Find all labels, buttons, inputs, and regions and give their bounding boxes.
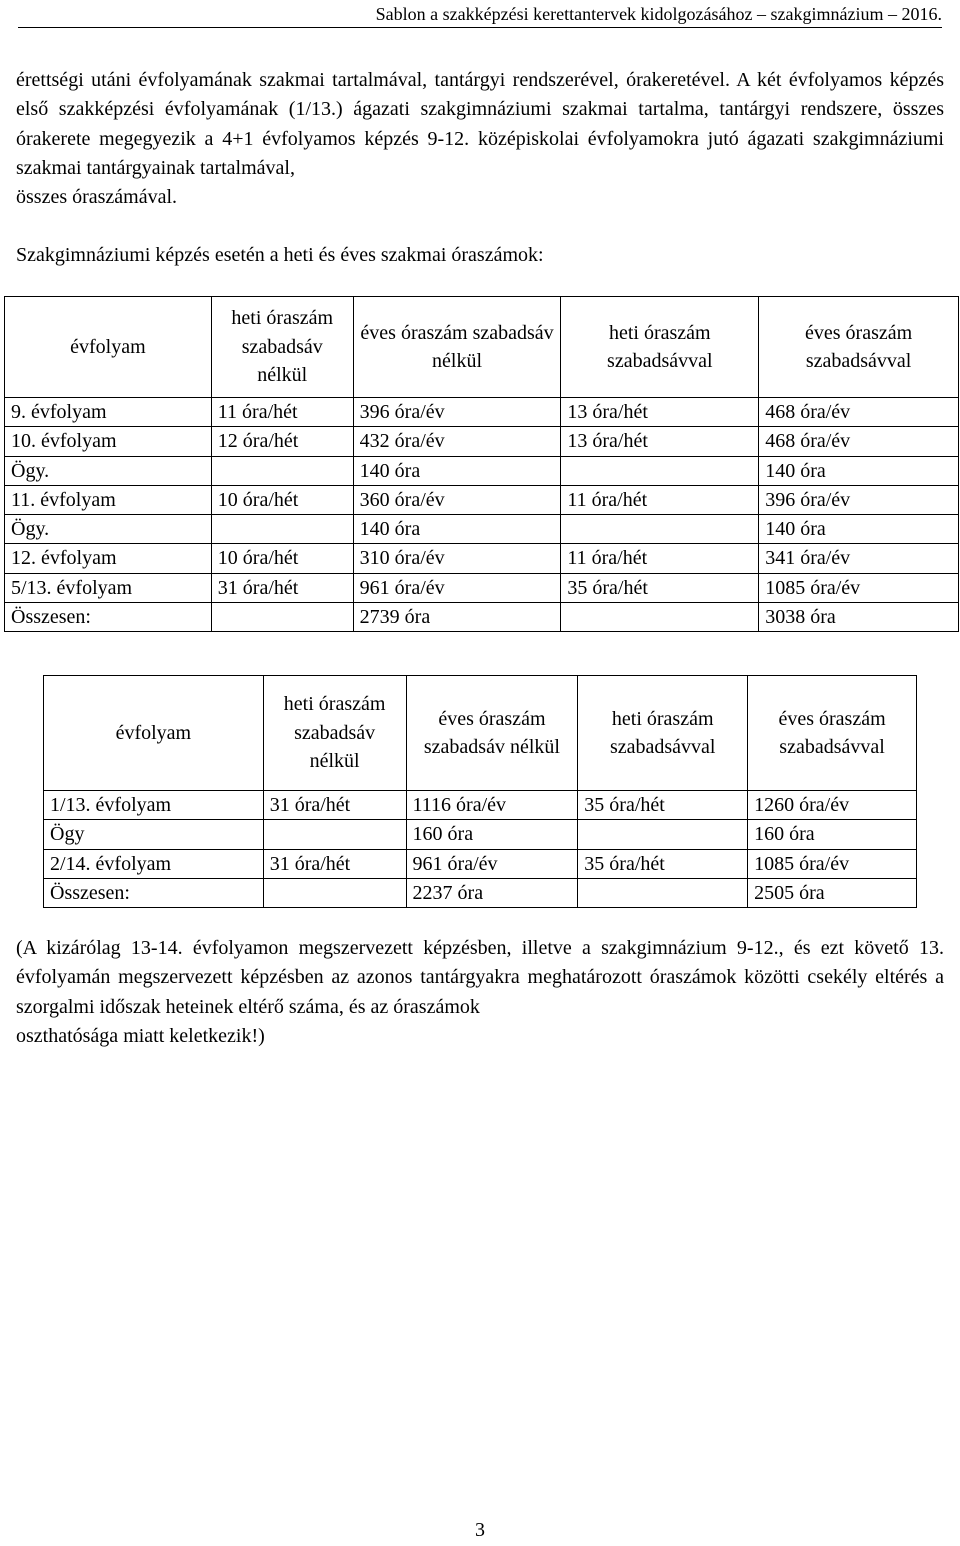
table-cell: [211, 603, 353, 632]
page-number: 3: [475, 1519, 485, 1541]
table-cell: Ögy: [44, 820, 264, 849]
table-cell: 31 óra/hét: [263, 849, 406, 878]
table-cell: 2739 óra: [353, 603, 561, 632]
table-cell: 11 óra/hét: [211, 398, 353, 427]
table-row: [44, 791, 917, 820]
table-row: [5, 544, 959, 573]
table-row: [5, 456, 959, 485]
table-cell: 11. évfolyam: [5, 485, 212, 514]
table-cell: 341 óra/év: [759, 544, 959, 573]
table-cell: 1260 óra/év: [748, 791, 917, 820]
table-cell: 432 óra/év: [353, 427, 561, 456]
header-weekly-with: heti óraszám szabadsávval: [561, 297, 759, 398]
table-cell: 396 óra/év: [759, 485, 959, 514]
table-cell: 11 óra/hét: [561, 485, 759, 514]
table-cell: 9. évfolyam: [5, 398, 212, 427]
table-cell: 1085 óra/év: [759, 573, 959, 602]
table-cell: 35 óra/hét: [578, 791, 748, 820]
footnote-text: (A kizárólag 13-14. évfolyamon megszervezett képzésben, illetve a szakgimnázium 9-12., és ezt követő 13. évfolyamán megszervezett képzésben az azonos tantárgyakra meghatározott óraszámok közötti csekély eltérés a szorgalmi időszak heteinek eltérő száma, és az óraszámok: [16, 937, 944, 1018]
table-cell: [263, 820, 406, 849]
table-cell: 1085 óra/év: [748, 849, 917, 878]
table-cell: 12. évfolyam: [5, 544, 212, 573]
table-cell: 2237 óra: [406, 878, 578, 907]
hours-table-2-year: [43, 675, 917, 908]
table-cell: 1116 óra/év: [406, 791, 578, 820]
header-weekly-without: heti óraszám szabadsáv nélkül: [211, 297, 353, 398]
table-cell: 140 óra: [353, 456, 561, 485]
paragraph-text: érettségi utáni évfolyamának szakmai tartalmával, tantárgyi rendszerével, órakeretével. A két évfolyamos képzés első szakképzési évfolyamának (1/13.) ágazati szakgimnáziumi szakmai tartalma, tantárgyi rendszere, összes órakerete megegyezik a 4+1 évfolyamos képzés 9-12. középiskolai évfolyamokra jutó ágazati szakgimnáziumi szakmai tantárgyainak tartalmával,: [16, 69, 944, 179]
table-cell: [578, 878, 748, 907]
table-cell: 2/14. évfolyam: [44, 849, 264, 878]
table-row: [5, 398, 959, 427]
table-cell: 160 óra: [748, 820, 917, 849]
table-header-row: [5, 297, 959, 398]
table-row: [44, 820, 917, 849]
table-header-row: [44, 676, 917, 791]
header-evfolyam: évfolyam: [5, 297, 212, 398]
table-cell: 360 óra/év: [353, 485, 561, 514]
table-cell: [211, 456, 353, 485]
table-cell: 140 óra: [353, 515, 561, 544]
table-cell: [263, 878, 406, 907]
table-cell: 310 óra/év: [353, 544, 561, 573]
table-cell: 10. évfolyam: [5, 427, 212, 456]
header-weekly-without: heti óraszám szabadsáv nélkül: [263, 676, 406, 791]
table-cell: [578, 820, 748, 849]
body-paragraph: [16, 66, 944, 212]
table-cell: 35 óra/hét: [561, 573, 759, 602]
hours-table-5-year: [4, 296, 959, 632]
table-cell: 31 óra/hét: [211, 573, 353, 602]
table-intro: Szakgimnáziumi képzés esetén a heti és éves szakmai óraszámok:: [16, 244, 544, 266]
footnote-last-line: oszthatósága miatt keletkezik!): [16, 1024, 265, 1047]
table-cell: 396 óra/év: [353, 398, 561, 427]
table-cell: 961 óra/év: [406, 849, 578, 878]
table-cell: 12 óra/hét: [211, 427, 353, 456]
table-cell: 468 óra/év: [759, 427, 959, 456]
table-cell: [211, 515, 353, 544]
table-cell: [561, 456, 759, 485]
page-header: Sablon a szakképzési kerettantervek kidolgozásához – szakgimnázium – 2016.: [18, 0, 942, 28]
table-row: [44, 849, 917, 878]
table-row: [5, 603, 959, 632]
table-cell: 13 óra/hét: [561, 398, 759, 427]
header-yearly-without: éves óraszám szabadsáv nélkül: [353, 297, 561, 398]
table-row: [5, 485, 959, 514]
header-yearly-with: éves óraszám szabadsávval: [748, 676, 917, 791]
table-cell: 160 óra: [406, 820, 578, 849]
header-yearly-with: éves óraszám szabadsávval: [759, 297, 959, 398]
table-cell: 2505 óra: [748, 878, 917, 907]
table-cell: 10 óra/hét: [211, 485, 353, 514]
table2-body: [44, 791, 917, 908]
table-cell: 1/13. évfolyam: [44, 791, 264, 820]
table-cell: Összesen:: [44, 878, 264, 907]
table-cell: 35 óra/hét: [578, 849, 748, 878]
table-cell: 3038 óra: [759, 603, 959, 632]
header-yearly-without: éves óraszám szabadsáv nélkül: [406, 676, 578, 791]
table-cell: 468 óra/év: [759, 398, 959, 427]
table-cell: 11 óra/hét: [561, 544, 759, 573]
table-cell: [561, 603, 759, 632]
table-row: [5, 515, 959, 544]
table1-body: [5, 398, 959, 632]
header-weekly-with: heti óraszám szabadsávval: [578, 676, 748, 791]
footnote: [16, 934, 944, 1051]
table-cell: Ögy.: [5, 515, 212, 544]
table-cell: 961 óra/év: [353, 573, 561, 602]
paragraph-last-line: összes óraszámával.: [16, 186, 178, 209]
table-cell: 140 óra: [759, 456, 959, 485]
table-cell: 13 óra/hét: [561, 427, 759, 456]
table-row: [5, 573, 959, 602]
header-evfolyam: évfolyam: [44, 676, 264, 791]
table-cell: 10 óra/hét: [211, 544, 353, 573]
table-row: [44, 878, 917, 907]
table-cell: 31 óra/hét: [263, 791, 406, 820]
table-cell: 5/13. évfolyam: [5, 573, 212, 602]
table-cell: [561, 515, 759, 544]
table-cell: Összesen:: [5, 603, 212, 632]
table-cell: 140 óra: [759, 515, 959, 544]
table-cell: Ögy.: [5, 456, 212, 485]
table-row: [5, 427, 959, 456]
